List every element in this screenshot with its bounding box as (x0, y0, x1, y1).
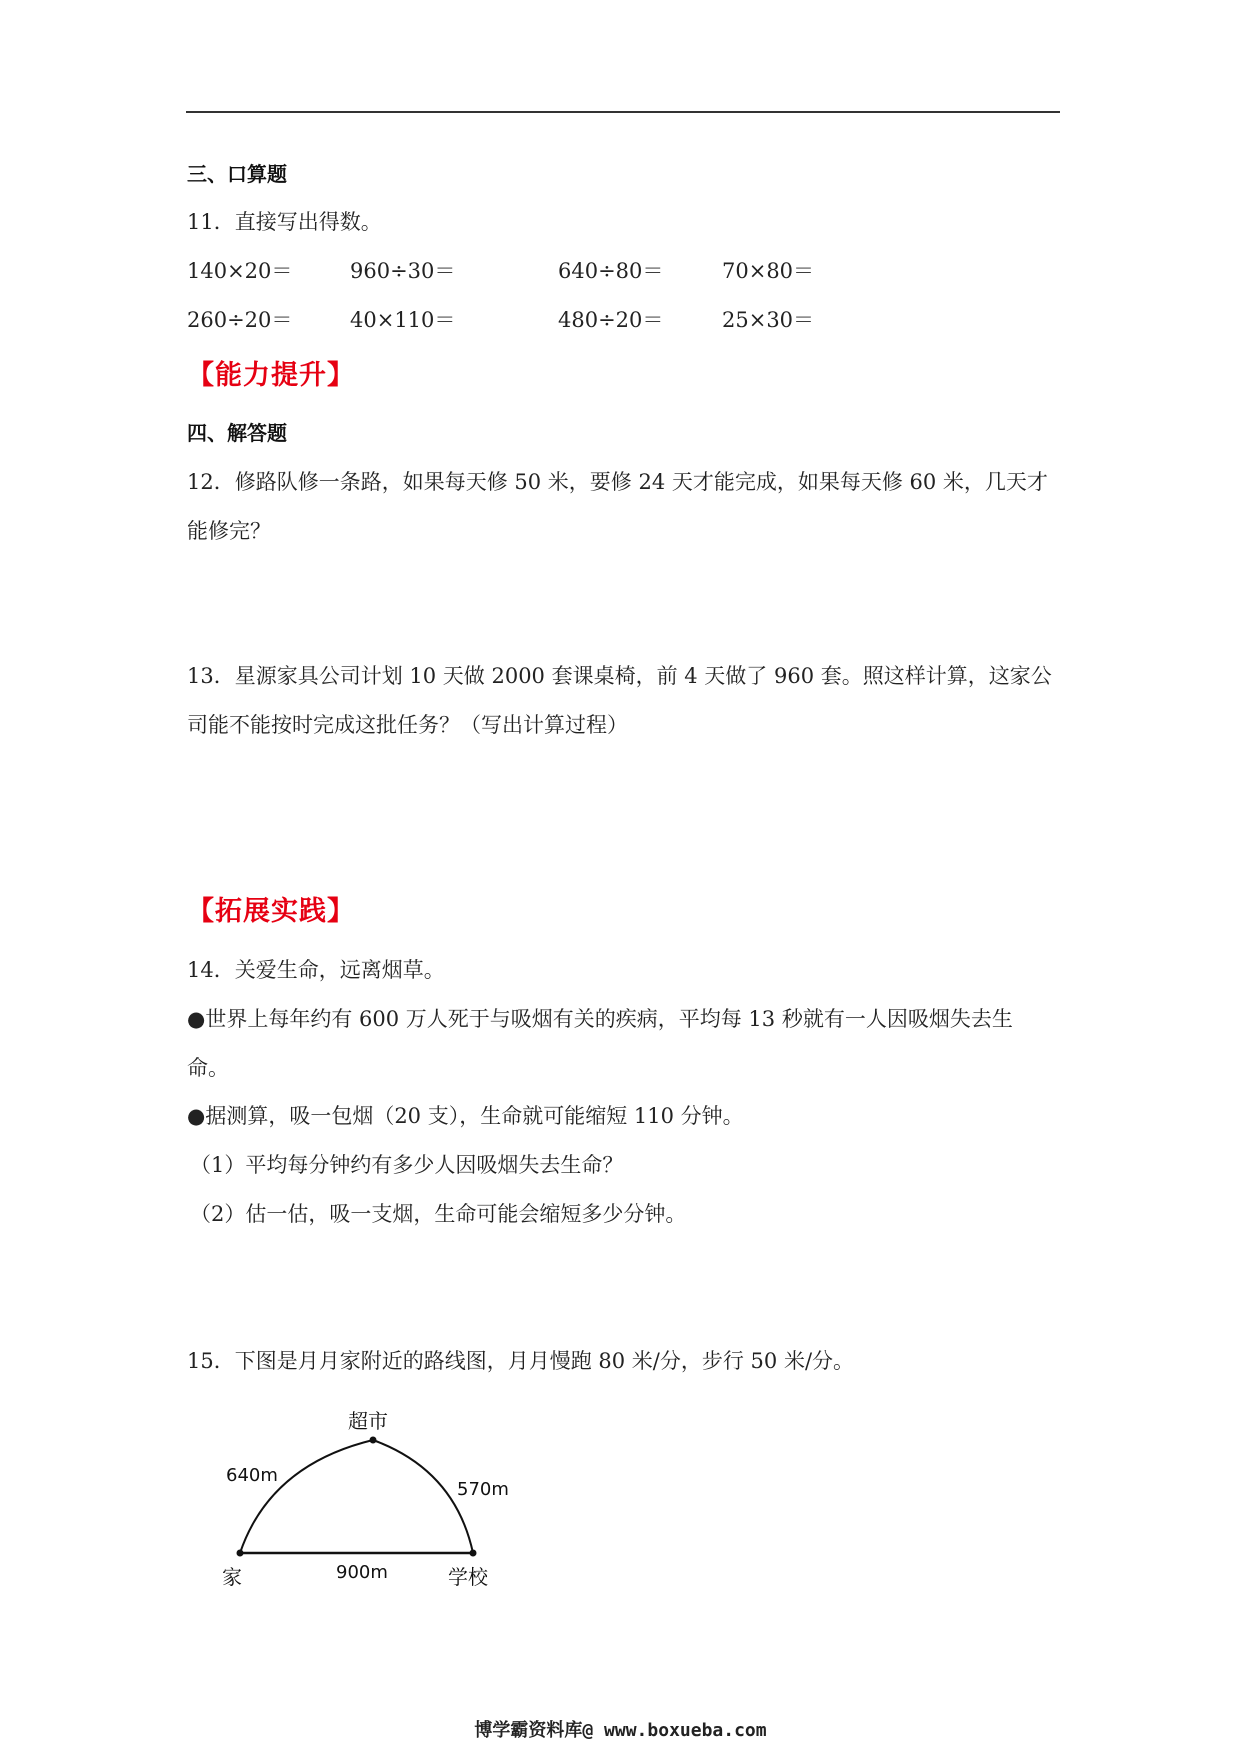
calc-item: 25×30＝ (722, 308, 815, 332)
supermarket-label: 超市 (348, 1409, 388, 1433)
question-12-line-2: 能修完？ (187, 519, 271, 543)
question-13-line-1: 13．星源家具公司计划 10 天做 2000 套课桌椅，前 4 天做了 960 套。照这样计算，这家公 (187, 664, 1052, 688)
distance-label: 640m (226, 1465, 278, 1486)
sub-question-1: （1）平均每分钟约有多少人因吸烟失去生命？ (190, 1153, 624, 1177)
bullet-2: ●据测算，吸一包烟（20 支），生命就可能缩短 110 分钟。 (187, 1104, 744, 1128)
calc-item: 480÷20＝ (558, 308, 664, 332)
footer-watermark: 博学霸资料库@ www.boxueba.com (474, 1720, 767, 1741)
bullet-1-line-2: 命。 (187, 1056, 229, 1080)
route-home-supermarket (240, 1440, 373, 1553)
question-11: 11．直接写出得数。 (187, 210, 382, 234)
practice-banner: 【拓展实践】 (187, 896, 355, 927)
section-4-heading: 四、解答题 (187, 421, 287, 445)
question-13-line-2: 司能不能按时完成这批任务？（写出计算过程） (187, 713, 628, 737)
question-15: 15．下图是月月家附近的路线图，月月慢跑 80 米/分，步行 50 米/分。 (187, 1349, 855, 1373)
calc-item: 140×20＝ (187, 259, 293, 283)
question-12-line-1: 12．修路队修一条路，如果每天修 50 米，要修 24 天才能完成，如果每天修 60 米，几天才 (187, 470, 1048, 494)
section-3-heading: 三、口算题 (187, 162, 287, 186)
distance-label: 900m (336, 1562, 388, 1583)
calc-item: 260÷20＝ (187, 308, 293, 332)
bullet-1-line-1: ●世界上每年约有 600 万人死于与吸烟有关的疾病，平均每 13 秒就有一人因吸烟失去生 (187, 1007, 1013, 1031)
home-point (237, 1550, 244, 1557)
calc-item: 40×110＝ (350, 308, 456, 332)
calc-item: 640÷80＝ (558, 259, 664, 283)
calc-item: 70×80＝ (722, 259, 815, 283)
calc-item: 960÷30＝ (350, 259, 456, 283)
school-point (470, 1550, 477, 1557)
supermarket-point (370, 1437, 377, 1444)
distance-label: 570m (457, 1479, 509, 1500)
ability-banner: 【能力提升】 (187, 360, 355, 391)
sub-question-2: （2）估一估，吸一支烟，生命可能会缩短多少分钟。 (190, 1202, 687, 1226)
home-label: 家 (222, 1565, 242, 1589)
question-14-title: 14．关爱生命，远离烟草。 (187, 958, 445, 982)
school-label: 学校 (448, 1565, 488, 1589)
